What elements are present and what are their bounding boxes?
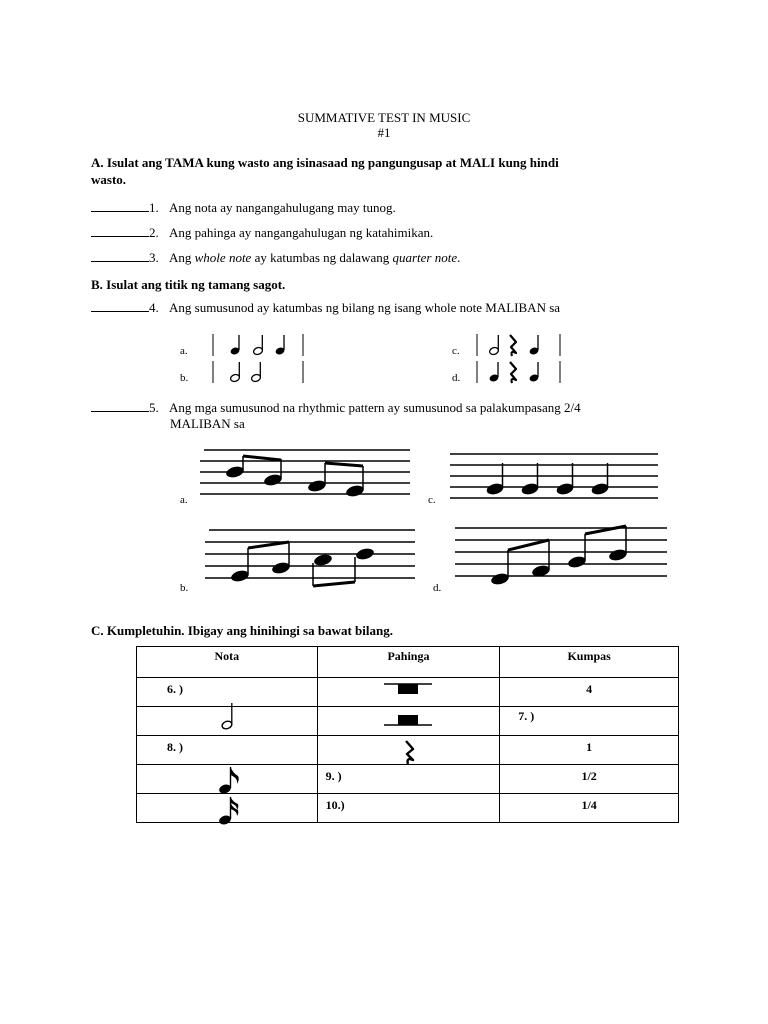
nota-cell [137,765,318,794]
section-b-heading: B. Isulat ang titik ng tamang sagot. [91,277,286,292]
quarter-note-icon [555,463,574,496]
q5-option-b-staff [205,526,417,588]
page-title: SUMMATIVE TEST IN MUSIC [297,110,471,125]
q5-option-c-staff [450,446,662,502]
half-note-icon [251,362,262,383]
eighth-note-pair-icon [490,540,551,586]
half-note-icon [230,362,241,383]
quarter-note-icon [230,335,241,356]
answer-blank-4[interactable] [91,300,149,312]
table-row [137,707,679,736]
question-2: 2. Ang pahinga ay nangangahulugan ng katahimikan. [91,225,433,241]
pahinga-cell [317,736,500,765]
test-number: #1 [377,125,391,140]
q5-option-c-label: c. [428,494,436,506]
quarter-note-icon [529,362,540,383]
kumpas-cell: 1/2 [500,765,679,794]
quarter-note-icon [590,463,609,496]
nota-cell [137,707,318,736]
question-4: 4. Ang sumusunod ay katumbas ng bilang ng isang whole note MALIBAN sa [91,300,560,316]
section-a-heading: A. Isulat ang TAMA kung wasto ang isinasaad ng pangungusap at MALI kung hindi wasto. [91,155,559,187]
q4-option-c-rhythm [472,332,572,358]
q4-option-a-rhythm [208,332,308,358]
half-note-icon [489,335,500,356]
half-note-icon [219,701,239,733]
quarter-rest-icon [402,739,418,765]
pahinga-cell-10[interactable]: 10.) [317,794,500,823]
quarter-note-icon [520,463,539,496]
quarter-rest-icon [510,335,516,356]
q5-option-b-label: b. [180,582,189,594]
eighth-note-pair-icon [230,542,291,583]
nota-cell-6[interactable]: 6. ) [137,678,318,707]
table-row [137,678,679,707]
q4-option-b-label: b. [180,372,189,384]
answer-blank-1[interactable] [91,200,149,212]
quarter-note-icon [275,335,286,356]
kumpas-cell: 1/4 [500,794,679,823]
q5-option-d-label: d. [433,582,442,594]
half-note-icon [253,335,264,356]
quarter-rest-icon [510,362,516,383]
table-row [137,736,679,765]
q4-option-d-rhythm [472,359,572,385]
sixteenth-note-icon [217,796,241,828]
completion-table [136,646,679,823]
kumpas-cell: 4 [500,678,679,707]
quarter-note-icon [485,463,504,496]
column-header-kumpas: Kumpas [500,647,679,678]
q4-option-d-label: d. [452,372,461,384]
whole-rest-icon [384,682,434,698]
answer-blank-5[interactable] [91,400,149,412]
pahinga-cell-9[interactable]: 9. ) [317,765,500,794]
answer-blank-3[interactable] [91,250,149,262]
half-rest-icon [384,713,434,729]
column-header-pahinga: Pahinga [317,647,500,678]
eighth-note-icon [217,765,241,797]
q5-option-a-label: a. [180,494,188,506]
table-row [137,765,679,794]
question-1: 1. Ang nota ay nangangahulugang may tunog. [91,200,396,216]
answer-blank-2[interactable] [91,225,149,237]
nota-cell [137,794,318,823]
section-c-heading: C. Kumpletuhin. Ibigay ang hinihingi sa bawat bilang. [91,623,393,638]
q4-option-b-rhythm [208,359,308,385]
q4-option-a-label: a. [180,345,188,357]
question-5-line-2: MALIBAN sa [170,416,245,431]
pahinga-cell [317,678,500,707]
quarter-note-icon [529,335,540,356]
column-header-nota: Nota [137,647,318,678]
kumpas-cell-7[interactable]: 7. ) [500,707,679,736]
kumpas-cell: 1 [500,736,679,765]
nota-cell-8[interactable]: 8. ) [137,736,318,765]
q5-option-d-staff [455,520,670,590]
table-header-row [137,647,679,678]
question-3: 3. Ang whole note ay katumbas ng dalawang quarter note. [91,250,460,266]
pahinga-cell [317,707,500,736]
q4-option-c-label: c. [452,345,460,357]
question-5: 5. Ang mga sumusunod na rhythmic pattern ay sumusunod sa palakumpasang 2/4 [91,400,581,416]
quarter-note-icon [489,362,500,383]
eighth-note-pair-icon [307,463,365,498]
q5-option-a-staff [200,446,412,502]
eighth-note-pair-icon [567,526,628,569]
table-row [137,794,679,823]
